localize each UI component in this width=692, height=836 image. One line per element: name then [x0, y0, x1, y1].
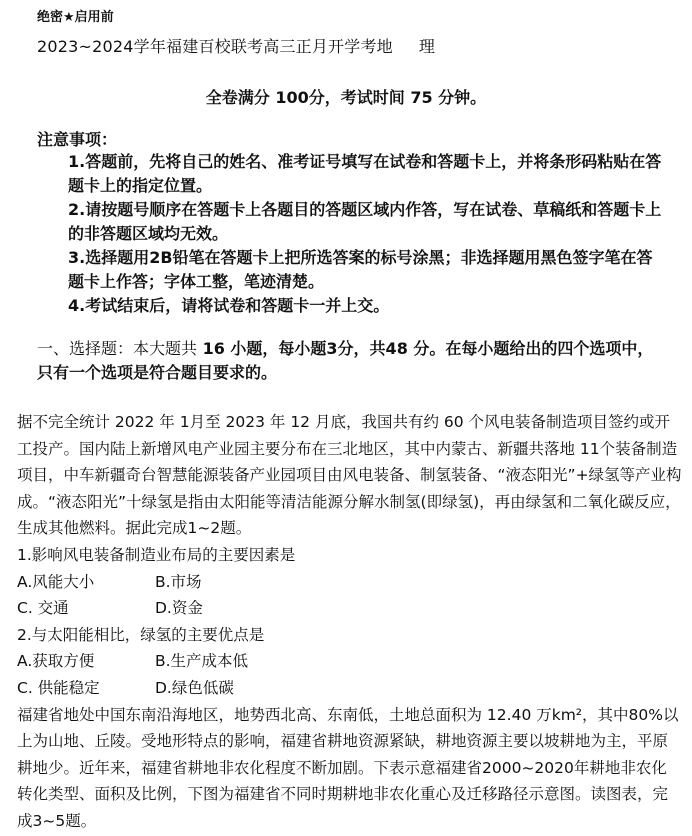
exam-subject: 理: [418, 37, 436, 56]
q2-option-d: D.绿色低碳: [155, 678, 234, 697]
question-2-stem: 2.与太阳能相比，绿氢的主要优点是: [17, 625, 265, 644]
section-rest: 16 小题，每小题3分，共48 分。在每小题给出的四个选项中，只有一个选项是符合题目要求的。: [37, 339, 654, 382]
q2-option-c: C. 供能稳定: [17, 678, 100, 697]
question-2-options-row-1: [17, 648, 682, 675]
notes-heading: 注意事项：: [37, 130, 118, 149]
exam-title-text: 2023~2024学年福建百校联考高三正月开学考地: [37, 37, 393, 56]
question-1-stem: 1.影响风电装备制造业布局的主要因素是: [17, 545, 296, 564]
question-2-options-row-2: [17, 675, 682, 702]
passage-1: 据不完全统计 2022 年 1月至 2023 年 12 月底，我国共有约 60 个风电装备制造项目签约或开工投产。国内陆上新增风电产业园主要分布在三北地区，其中内蒙古、新疆共落地 11个装备制造项目，中车新疆奇台智慧能源装备产业园项目由风电装备、制氢装备、“液态阳光”+绿氢等产业构成。“液态阳光”十绿氢是指由太阳能等清洁能源分解水制氢(即绿氢)，再由绿氢和二氧化碳反应，生成其他燃料。据此完成1~2题。: [17, 413, 682, 538]
score-time-line: 全卷满分 100分，考试时间 75 分钟。: [205, 88, 487, 107]
question-1-options-row-2: [17, 595, 682, 622]
q2-option-b: B.生产成本低: [155, 652, 249, 671]
section-heading: [37, 337, 667, 385]
q1-option-c: C. 交通: [17, 599, 69, 618]
note-item-2: 2.请按题号顺序在答题卡上各题目的答题区域内作答，写在试卷、草稿纸和答题卡上的非答题区域均无效。: [68, 200, 662, 243]
note-item-4: 4.考试结束后，请将试卷和答题卡一并上交。: [68, 296, 390, 315]
passage-2: 福建省地处中国东南沿海地区，地势西北高、东南低，土地总面积为 12.40 万km²，其中80%以上为山地、丘陵。受地形特点的影响，福建省耕地资源紧缺，耕地资源主要以坡耕地为主，平原耕地少。近年来，福建省耕地非农化程度不断加剧。下表示意福建省2000~2020年耕地非农化转化类型、面积及比例，下图为福建省不同时期耕地非农化重心及迁移路径示意图。读图表，完成3~5题。: [17, 705, 679, 830]
notes-list: [68, 150, 668, 318]
note-item-3: 3.选择题用2B铅笔在答题卡上把所选答案的标号涂黑；非选择题用黑色签字笔在答题卡上作答；字体工整，笔迹清楚。: [68, 248, 653, 291]
section-prefix: 一、选择题：本大题共: [37, 339, 198, 358]
exam-title: [37, 34, 435, 57]
q1-option-d: D.资金: [155, 599, 203, 618]
q1-option-a: A.风能大小: [17, 572, 95, 591]
confidential-mark: 绝密★启用前: [37, 10, 114, 25]
question-1-options-row-1: [17, 569, 682, 596]
q2-option-a: A.获取方便: [17, 652, 95, 671]
note-item-1: 1.答题前，先将自己的姓名、准考证号填写在试卷和答题卡上，并将条形码粘贴在答题卡上的指定位置。: [68, 152, 662, 195]
q1-option-b: B.市场: [155, 572, 202, 591]
question-body: [17, 409, 682, 835]
